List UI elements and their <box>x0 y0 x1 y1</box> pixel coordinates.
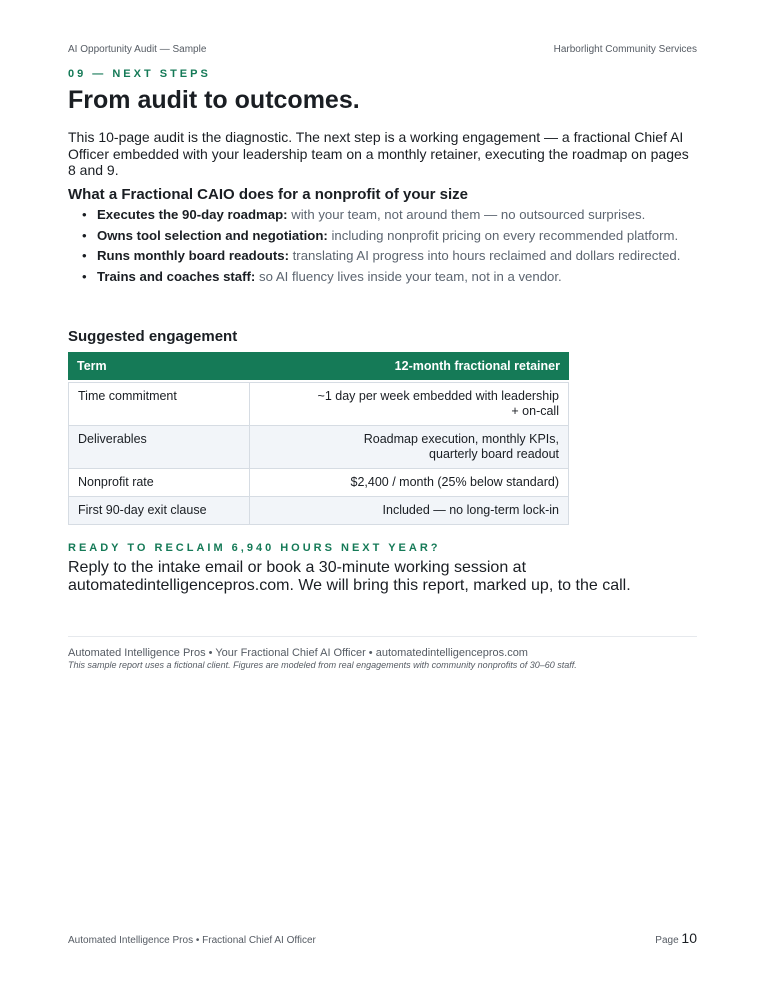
value-line: Roadmap execution, monthly KPIs, <box>363 432 559 446</box>
bullet-lead: Owns tool selection and negotiation: <box>97 227 328 243</box>
bullet-text: with your team, not around them — no outsourced surprises. <box>287 207 646 222</box>
running-header <box>68 44 697 55</box>
bullet-lead: Executes the 90-day roadmap: <box>97 207 288 222</box>
table-row <box>69 383 569 426</box>
header-client-name: Harborlight Community Services <box>553 44 697 55</box>
bullet-lead: Trains and coaches staff: <box>97 268 256 284</box>
header-report-title: AI Opportunity Audit — Sample <box>68 44 207 55</box>
column-header-retainer: 12-month fractional retainer <box>249 353 568 380</box>
list-item <box>68 228 688 244</box>
value-line: + on-call <box>511 404 559 418</box>
term-cell: Nonprofit rate <box>69 469 250 497</box>
bullet-text: translating AI progress into hours reclaimed and dollars redirected. <box>288 248 681 263</box>
table-row <box>69 426 569 469</box>
intro-paragraph: This 10-page audit is the diagnostic. The next step is a working engagement — a fractional Chief AI Officer embedded with your leadership team on a monthly retainer, executing the roadmap on pages 8 and 9. <box>68 129 689 178</box>
caio-heading: What a Fractional CAIO does for a nonprofit of your size <box>68 186 469 203</box>
value-cell: Included — no long-term lock-in <box>249 497 568 525</box>
page-label: Page <box>655 935 679 946</box>
bullet-lead: Runs monthly board readouts: <box>97 248 289 263</box>
value-cell: $2,400 / month (25% below standard) <box>249 469 568 497</box>
value-cell <box>249 426 568 469</box>
column-header-term: Term <box>69 353 250 380</box>
engagement-heading: Suggested engagement <box>68 328 238 345</box>
page-number: 10 <box>681 930 697 946</box>
bullet-text: so AI fluency lives inside your team, not in a vendor. <box>255 268 562 284</box>
table-header-row <box>69 353 569 380</box>
cta-paragraph <box>68 559 698 595</box>
value-line: quarterly board readout <box>429 447 559 461</box>
footer-contact-line: Automated Intelligence Pros • Your Fractional Chief AI Officer • automatedintelligencepros.com <box>68 647 528 659</box>
list-item <box>68 207 688 223</box>
cta-line: automatedintelligencepros.com. We will bring this report, marked up, to the call. <box>68 577 631 594</box>
caio-bullet-list <box>68 207 688 289</box>
value-cell <box>249 383 568 426</box>
page-title: From audit to outcomes. <box>68 86 360 114</box>
list-item <box>68 269 688 285</box>
value-line: ~1 day per week embedded with leadership <box>317 389 559 403</box>
bullet-text: including nonprofit pricing on every recommended platform. <box>327 227 679 243</box>
section-eyebrow: 09 — NEXT STEPS <box>68 68 211 80</box>
term-cell: Time commitment <box>69 383 250 426</box>
table-row <box>69 497 569 525</box>
footer-disclaimer: This sample report uses a fictional client. Figures are modeled from real engagements with community nonprofits of 30–60 staff. <box>68 660 577 670</box>
term-cell: First 90-day exit clause <box>69 497 250 525</box>
term-cell: Deliverables <box>69 426 250 469</box>
page-footer-brand: Automated Intelligence Pros • Fractional Chief AI Officer <box>68 935 316 946</box>
footer-divider <box>68 636 697 637</box>
page-number-block <box>655 930 697 946</box>
page-footer <box>68 930 697 946</box>
table-row <box>69 469 569 497</box>
engagement-table <box>68 352 569 525</box>
cta-line: Reply to the intake email or book a 30-minute working session at <box>68 559 527 576</box>
cta-eyebrow: READY TO RECLAIM 6,940 HOURS NEXT YEAR? <box>68 542 441 554</box>
list-item <box>68 248 688 264</box>
